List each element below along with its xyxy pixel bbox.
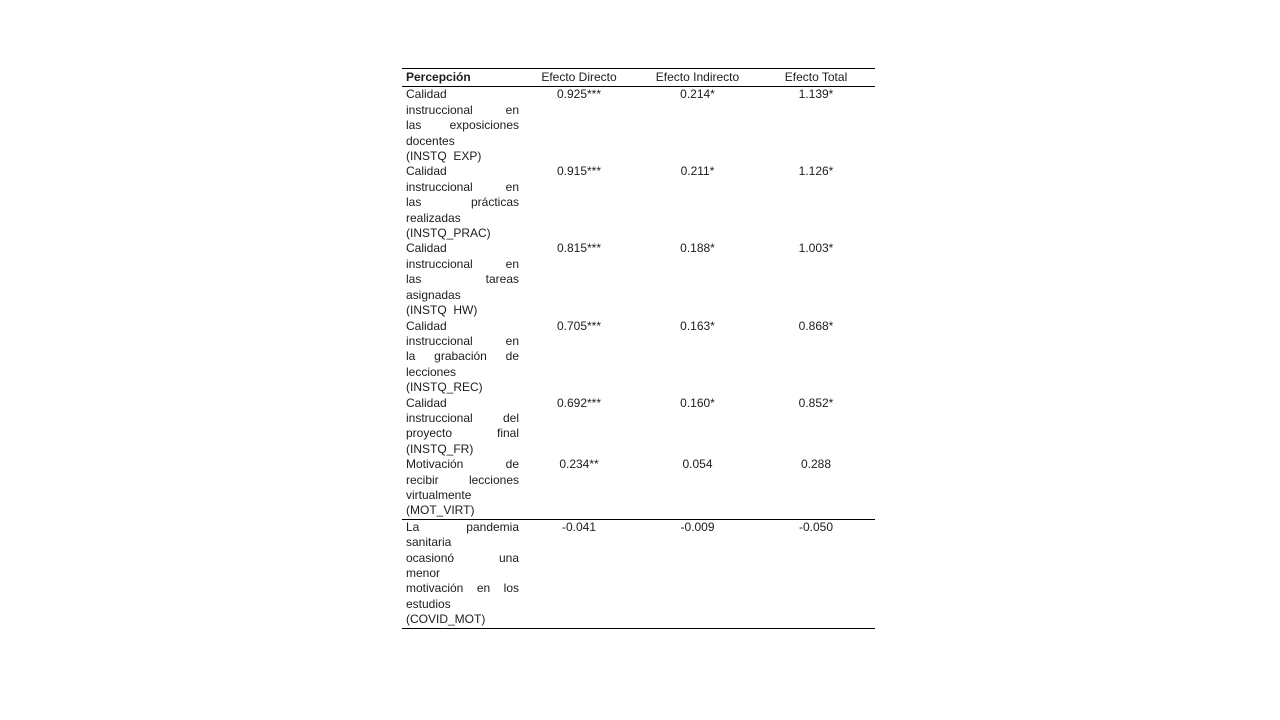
- perception-label-line: instruccional del: [406, 410, 519, 425]
- perception-label-line: docentes: [406, 133, 455, 148]
- perception-label-cell: [402, 164, 520, 241]
- table-row: [402, 457, 875, 519]
- perception-label-line: Calidad: [406, 318, 447, 333]
- table-header: [402, 69, 875, 87]
- perception-label-line: estudios: [406, 596, 451, 611]
- indirect-effect-value: 0.211*: [680, 164, 715, 179]
- perception-label-line: las prácticas: [406, 195, 519, 210]
- perception-label-line: instruccional en: [406, 256, 519, 271]
- perception-label-line: instruccional en: [406, 102, 519, 117]
- perception-label-line: Motivación de: [406, 457, 519, 472]
- total-effect-value: 0.868*: [798, 318, 834, 333]
- perception-label-line: Calidad: [406, 395, 447, 410]
- table-row: [402, 164, 875, 241]
- total-effect-value: 1.139*: [798, 87, 834, 102]
- perception-label-cell: [402, 241, 520, 318]
- perception-label-line: menor: [406, 566, 441, 580]
- perception-label-line: virtualmente: [406, 487, 472, 502]
- perception-label-line: (INSTQ_REC): [406, 380, 483, 395]
- perception-label-line: las tareas: [406, 272, 519, 287]
- perception-label-line: la grabación de: [406, 349, 519, 364]
- perception-label-line: ocasionó una: [406, 550, 519, 565]
- direct-effect-value: 0.234**: [559, 457, 599, 472]
- direct-effect-value: 0.705***: [556, 318, 602, 333]
- perception-label-line: motivación en los: [406, 581, 519, 596]
- direct-effect-value: -0.041: [520, 519, 638, 628]
- perception-label-cell: [402, 519, 520, 628]
- header-efecto-directo: Efecto Directo: [520, 69, 638, 87]
- direct-effect-value: 0.915***: [556, 164, 602, 179]
- perception-label-line: lecciones: [406, 364, 457, 379]
- table-row: [402, 396, 875, 458]
- perception-label-line: (INSTQ_FR): [406, 441, 474, 456]
- perception-label-line: (COVID_MOT): [406, 612, 486, 627]
- header-percepcion: Percepción: [402, 69, 520, 87]
- perception-label-cell: [402, 457, 520, 519]
- perception-label-line: (INSTQ_PRAC): [406, 226, 491, 241]
- direct-effect-value: 0.692***: [556, 395, 602, 410]
- header-row: [402, 69, 875, 87]
- total-effect-value: 0.288: [800, 457, 832, 472]
- indirect-effect-value: 0.188*: [680, 241, 715, 256]
- perception-label-line: (MOT_VIRT): [406, 503, 475, 518]
- effects-table-container: [402, 68, 875, 629]
- perception-label-line: instruccional en: [406, 179, 519, 194]
- perception-label-line: recibir lecciones: [406, 472, 519, 487]
- indirect-effect-value: 0.214*: [680, 87, 715, 102]
- total-effect-value: 0.852*: [798, 395, 834, 410]
- direct-effect-value: 0.815***: [556, 241, 602, 256]
- perception-label-line: proyecto final: [406, 426, 519, 441]
- indirect-effect-value: 0.163*: [680, 318, 715, 333]
- perception-label-line: (INSTQ HW): [406, 303, 478, 318]
- perception-label-cell: [402, 319, 520, 396]
- total-effect-value: 1.003*: [798, 241, 834, 256]
- effects-table: [402, 68, 875, 629]
- header-efecto-total: Efecto Total: [757, 69, 875, 87]
- direct-effect-value: 0.925***: [556, 87, 602, 102]
- perception-label-line: La pandemia: [406, 519, 519, 534]
- table-row: [402, 519, 875, 628]
- table-row: [402, 87, 875, 165]
- perception-label-line: realizadas: [406, 210, 461, 225]
- total-effect-value: -0.050: [757, 519, 875, 628]
- header-efecto-indirecto: Efecto Indirecto: [638, 69, 757, 87]
- table-body: [402, 87, 875, 628]
- perception-label-line: las exposiciones: [406, 118, 519, 133]
- perception-label-line: instruccional en: [406, 333, 519, 348]
- perception-label-cell: [402, 396, 520, 458]
- perception-label-line: Calidad: [406, 87, 447, 102]
- total-effect-value: 1.126*: [798, 164, 834, 179]
- indirect-effect-value: -0.009: [638, 519, 757, 628]
- perception-label-line: Calidad: [406, 241, 447, 256]
- perception-label-line: Calidad: [406, 164, 447, 179]
- perception-label-line: sanitaria: [406, 535, 452, 550]
- table-row: [402, 241, 875, 318]
- perception-label-cell: [402, 87, 520, 165]
- perception-label-line: asignadas: [406, 287, 461, 302]
- table-row: [402, 319, 875, 396]
- indirect-effect-value: 0.054: [682, 457, 713, 472]
- perception-label-line: (INSTQ EXP): [406, 149, 482, 164]
- indirect-effect-value: 0.160*: [680, 395, 715, 410]
